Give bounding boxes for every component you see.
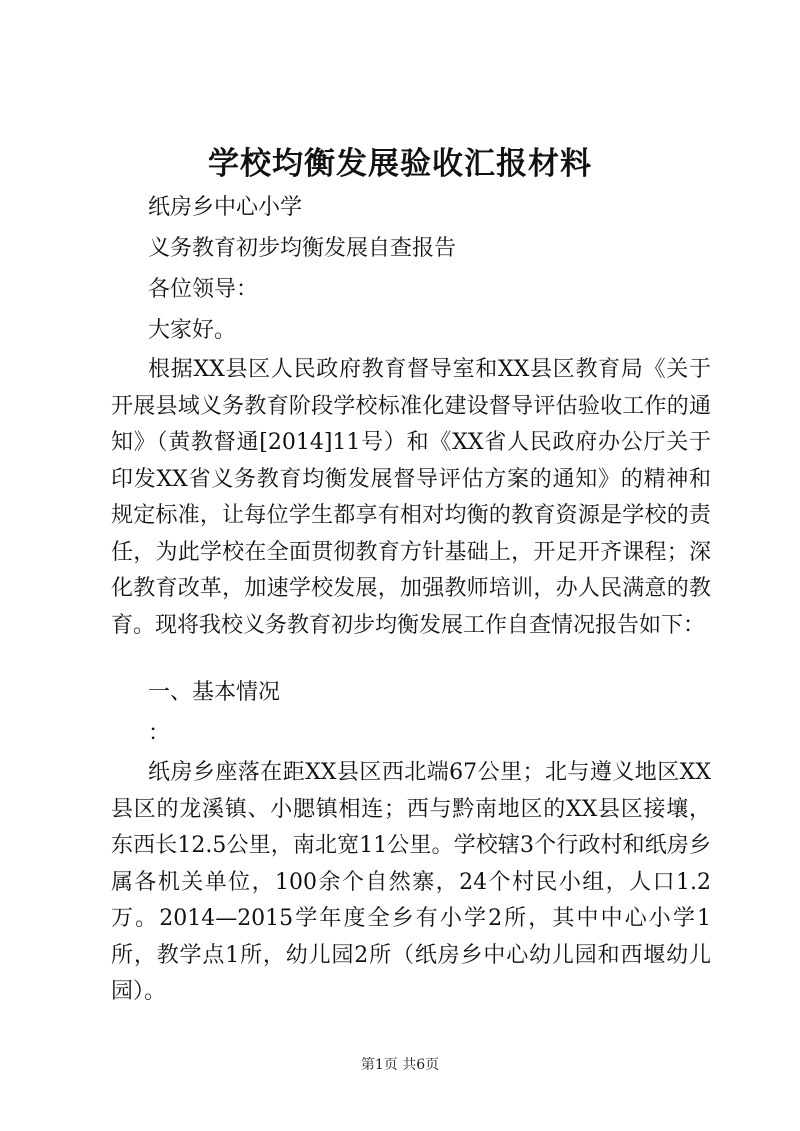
section-heading-basic-info: 一、基本情况 — [148, 680, 281, 705]
salutation: 各位领导： — [148, 277, 259, 302]
report-title: 义务教育初步均衡发展自查报告 — [148, 236, 457, 261]
intro-paragraph: 根据XX县区人民政府教育督导室和XX县区教育局《关于开展县域义务教育阶段学校标准化建设督导评估验收工作的通知》（黄教督通[2014]11号）和《XX省人民政府办公厅关于印发XX省义务教育均衡发展督导评估方案的通知》的精神和规定标准，让每位学生都享有相对均衡的教育资源是学校的责任，为此学校在全面贯彻教育方针基础上，开足开齐课程；深化教育改革，加速学校发展，加强教师培训，办人民满意的教育。现将我校义务教育初步均衡发展工作自查情况报告如下： — [111, 357, 711, 638]
greeting: 大家好。 — [148, 318, 237, 343]
section-colon: ： — [148, 721, 171, 746]
school-name: 纸房乡中心小学 — [148, 195, 303, 220]
document-title: 学校均衡发展验收汇报材料 — [208, 146, 592, 182]
basic-info-paragraph: 纸房乡座落在距XX县区西北端67公里；北与遵义地区XX县区的龙溪镇、小腮镇相连；西与黔南地区的XX县区接壤，东西长12.5公里，南北宽11公里。学校辖3个行政村和纸房乡属各机关单位，100余个自然寨，24个村民小组，人口1.2万。2014—2015学年度全乡有小学2所，其中中心小学1所，教学点1所，幼儿园2所（纸房乡中心幼儿园和西堰幼儿园）。 — [111, 760, 711, 1004]
page-footer: 第1页 共6页 — [360, 1057, 440, 1073]
